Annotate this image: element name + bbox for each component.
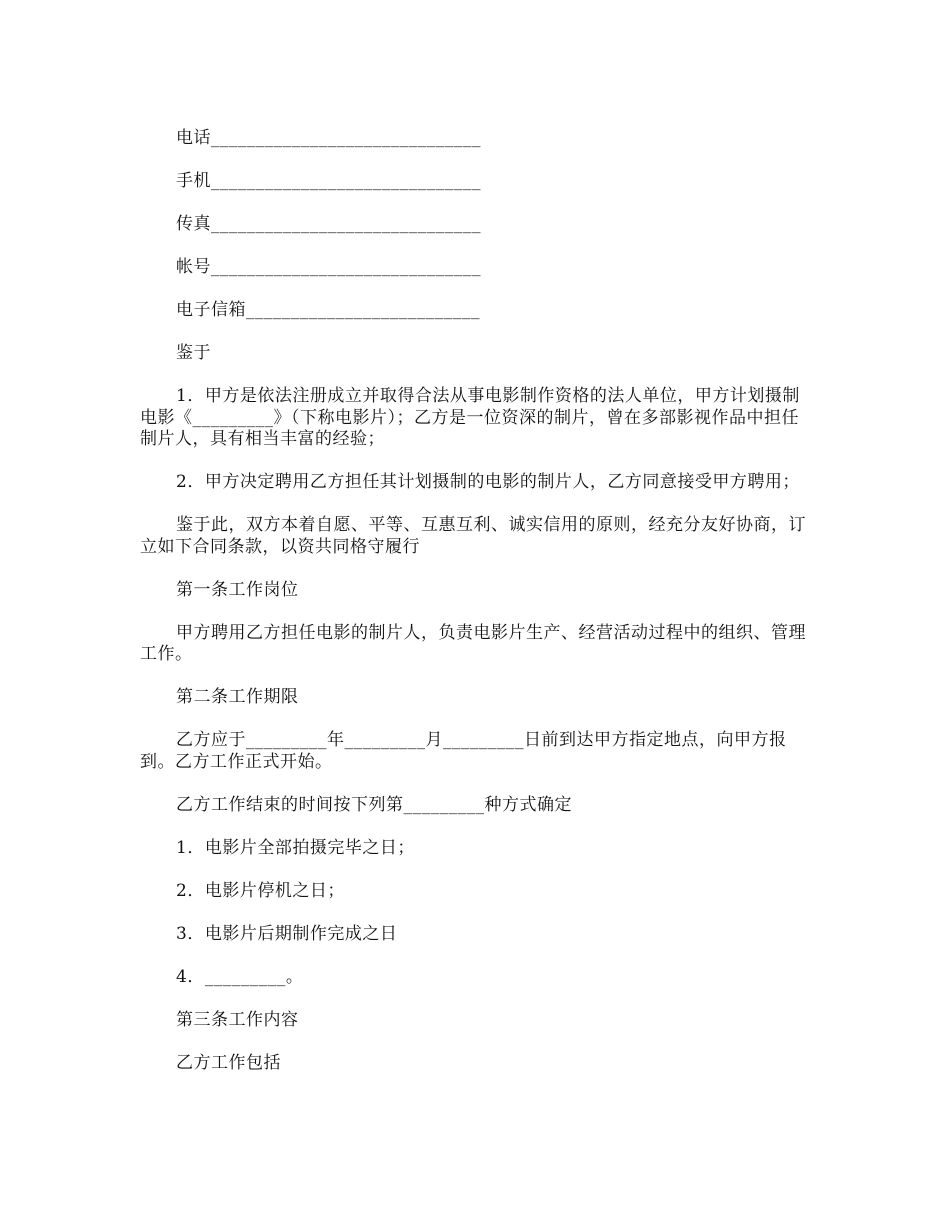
- account-field: 帐号______________________________: [176, 257, 481, 277]
- article-3-body: 乙方工作包括: [176, 1052, 281, 1073]
- article-2-body: 乙方应于_________年_________月_________日前到达甲方指定地点，向甲方报到。乙方工作正式开始。: [140, 730, 787, 772]
- agreement-preamble: 鉴于此，双方本着自愿、平等、互惠互利、诚实信用的原则，经充分友好协商，订立如下合同条款，以资共同格守履行: [140, 515, 806, 557]
- article-1-body: 甲方聘用乙方担任电影的制片人，负责电影片生产、经营活动过程中的组织、管理工作。: [140, 622, 806, 664]
- end-method-option-4: 4．_________。: [176, 966, 304, 987]
- email-field: 电子信箱__________________________: [176, 300, 480, 320]
- end-method-option-1: 1．电影片全部拍摄完毕之日；: [176, 837, 415, 858]
- whereas-clause-1: 1．甲方是依法注册成立并取得合法从事电影制作资格的法人单位，甲方计划摄制电影《_________》（下称电影片）；乙方是一位资深的制片，曾在多部影视作品中担任制片人，具有相当丰富的经验；: [140, 386, 800, 449]
- end-method-option-3: 3．电影片后期制作完成之日: [176, 923, 398, 944]
- mobile-field: 手机______________________________: [176, 171, 481, 191]
- article-1-heading: 第一条工作岗位: [176, 579, 299, 600]
- fax-field: 传真______________________________: [176, 214, 481, 234]
- article-3-heading: 第三条工作内容: [176, 1009, 299, 1030]
- whereas-clause-2: 2．甲方决定聘用乙方担任其计划摄制的电影的制片人，乙方同意接受甲方聘用；: [176, 472, 800, 492]
- end-method-intro: 乙方工作结束的时间按下列第_________种方式确定: [176, 794, 572, 815]
- article-2-heading: 第二条工作期限: [176, 687, 299, 707]
- whereas-heading: 鉴于: [176, 343, 211, 363]
- phone-field: 电话______________________________: [176, 128, 481, 148]
- end-method-option-2: 2．电影片停机之日；: [176, 880, 345, 901]
- document-body: [140, 128, 810, 1096]
